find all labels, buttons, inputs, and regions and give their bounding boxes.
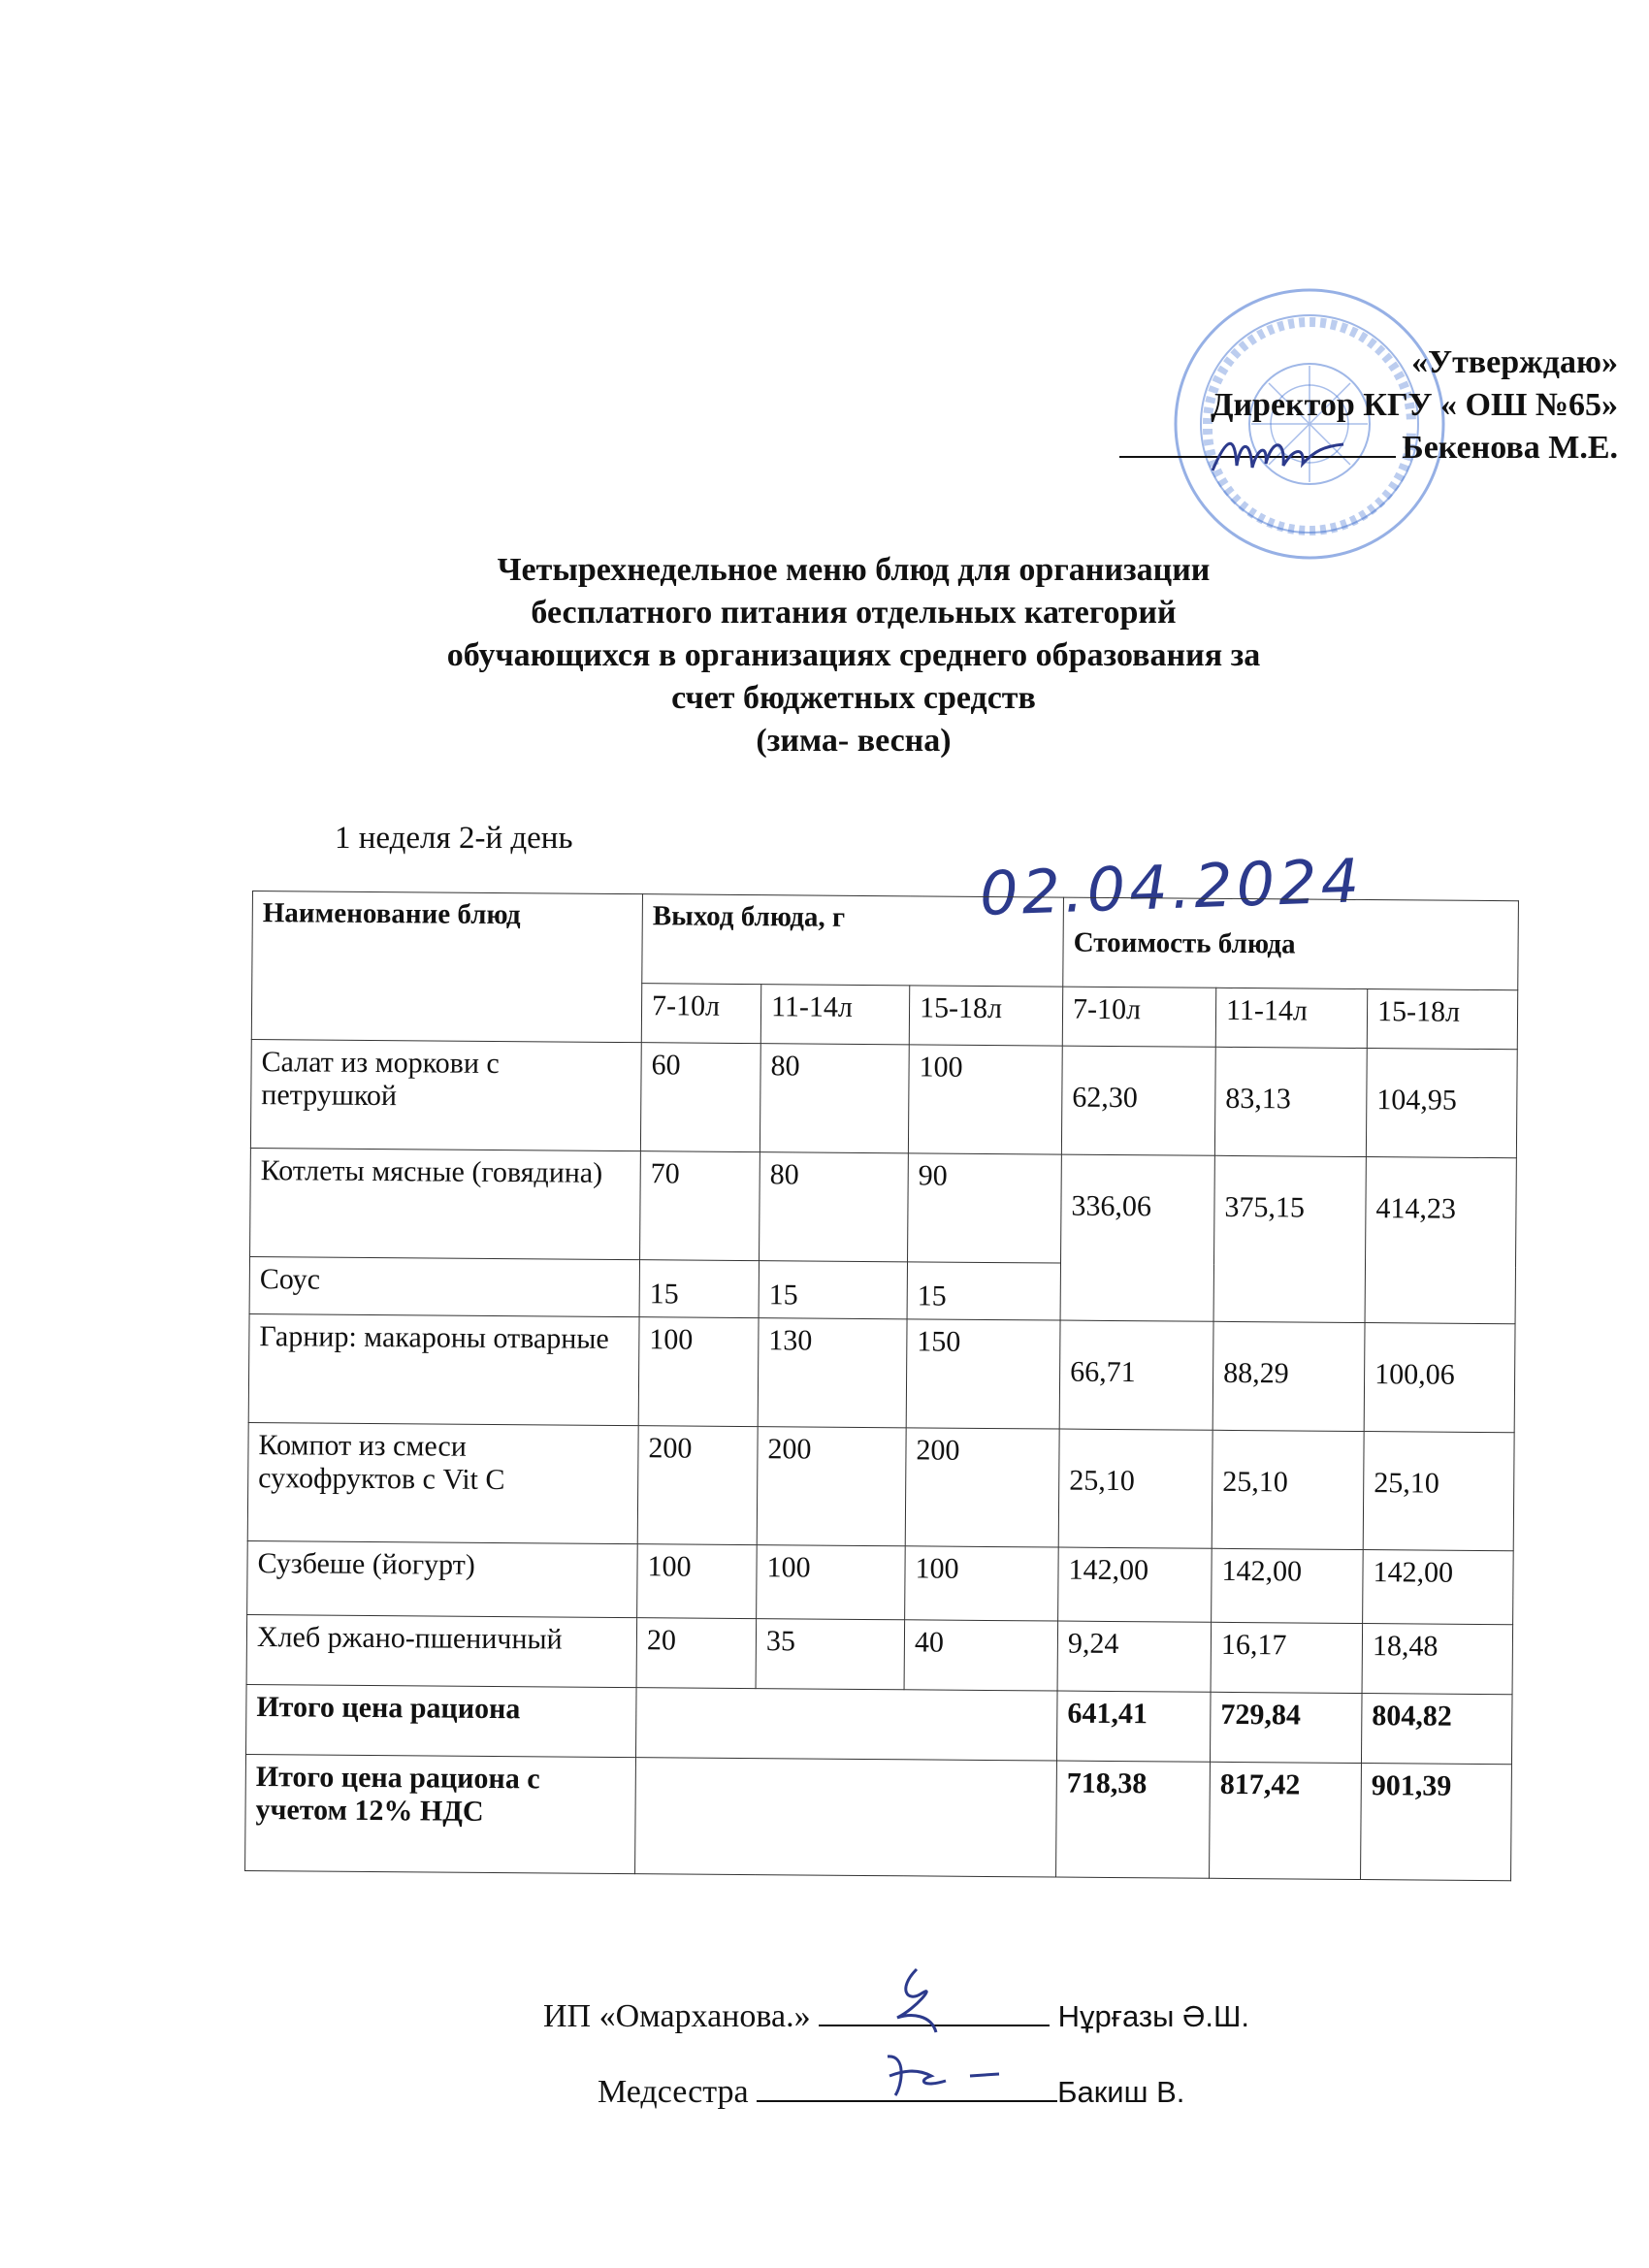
- cost-cell: 100,06: [1364, 1323, 1515, 1433]
- title-line: обучающихся в организациях среднего образования за: [446, 637, 1261, 673]
- cost-cell: 88,29: [1212, 1321, 1365, 1431]
- yield-cell: 150: [906, 1319, 1060, 1429]
- dish-name: Котлеты мясные (говядина): [250, 1148, 641, 1259]
- yield-cell: 200: [757, 1427, 906, 1546]
- yield-cell: 15: [759, 1261, 907, 1319]
- director-name: Бекенова М.Е.: [1402, 430, 1618, 466]
- document-title: [320, 549, 1387, 762]
- title-line: счет бюджетных средств: [671, 680, 1036, 716]
- total-empty-cell: [635, 1688, 1057, 1761]
- age-group: 7-10л: [641, 983, 760, 1043]
- cost-cell: 142,00: [1212, 1548, 1364, 1623]
- total-value: 729,84: [1211, 1692, 1363, 1763]
- supplier-label: ИП «Омарханова.»: [543, 1998, 811, 2034]
- cost-cell: 336,06: [1060, 1154, 1214, 1321]
- cost-cell: 104,95: [1366, 1049, 1517, 1158]
- nurse-label: Медсестра: [598, 2074, 749, 2110]
- age-group: 11-14л: [1215, 988, 1367, 1049]
- total-vat-value: 901,39: [1361, 1764, 1512, 1881]
- yield-cell: 100: [757, 1545, 906, 1620]
- dish-name: Сузбеше (йогурт): [247, 1540, 638, 1617]
- yield-cell: 100: [905, 1546, 1059, 1621]
- age-group: 15-18л: [1367, 988, 1517, 1050]
- cost-cell: 25,10: [1363, 1432, 1514, 1551]
- title-line: Четырехнедельное меню блюд для организации: [497, 552, 1211, 588]
- yield-cell: 90: [908, 1153, 1062, 1263]
- dish-name: Компот из смеси сухофруктов с Vit C: [247, 1422, 638, 1543]
- total-label: Итого цена рациона: [246, 1684, 637, 1757]
- yield-cell: 15: [907, 1262, 1060, 1320]
- age-group: 15-18л: [909, 985, 1063, 1046]
- table-row: [247, 1422, 1514, 1550]
- cost-cell: 9,24: [1057, 1621, 1212, 1692]
- total-vat-row: [245, 1754, 1512, 1880]
- yield-cell: 100: [638, 1317, 759, 1427]
- cost-cell: 142,00: [1058, 1547, 1212, 1622]
- week-day-label: 1 неделя 2-й день: [335, 821, 573, 856]
- cost-cell: 16,17: [1211, 1622, 1363, 1693]
- total-empty-cell: [635, 1758, 1057, 1877]
- yield-cell: 100: [908, 1045, 1062, 1154]
- cost-cell: 25,10: [1212, 1430, 1364, 1549]
- cost-cell: 25,10: [1058, 1429, 1212, 1548]
- table-row: [248, 1313, 1515, 1432]
- yield-cell: 35: [756, 1619, 905, 1690]
- yield-cell: 80: [760, 1044, 909, 1153]
- dish-name: Гарнир: макароны отварные: [248, 1313, 639, 1425]
- director-signature: [1208, 427, 1373, 485]
- total-vat-label: Итого цена рациона с учетом 12% НДС: [245, 1754, 636, 1873]
- age-group: 7-10л: [1062, 987, 1215, 1048]
- yield-cell: 100: [637, 1544, 758, 1619]
- dish-name: Хлеб ржано-пшеничный: [246, 1614, 637, 1687]
- cost-cell: 83,13: [1214, 1047, 1367, 1156]
- cost-cell: 375,15: [1213, 1155, 1366, 1322]
- menu-table: [244, 891, 1519, 1881]
- yield-cell: 60: [640, 1043, 760, 1152]
- total-value: 804,82: [1362, 1694, 1513, 1765]
- table-row: [250, 1039, 1517, 1157]
- header-dish-name: Наименование блюд: [251, 891, 642, 1043]
- nurse-signature: [878, 2047, 1023, 2105]
- cost-cell: 66,71: [1059, 1320, 1213, 1430]
- table-row: [250, 1148, 1517, 1266]
- dish-name: Соус: [249, 1256, 639, 1316]
- cost-cell: 18,48: [1362, 1624, 1513, 1695]
- cost-cell: 62,30: [1061, 1046, 1215, 1155]
- supplier-name: Нұрғазы Ә.Ш.: [1057, 1999, 1249, 2033]
- yield-cell: 200: [637, 1426, 758, 1545]
- total-vat-value: 817,42: [1210, 1762, 1362, 1879]
- age-group: 11-14л: [760, 984, 909, 1045]
- supplier-signature: [878, 1964, 955, 2037]
- approval-heading: «Утверждаю»: [1411, 344, 1618, 380]
- cost-cell: 142,00: [1363, 1550, 1514, 1625]
- table-header-row: [252, 891, 1519, 990]
- yield-cell: 40: [904, 1620, 1058, 1691]
- dish-name: Салат из моркови с петрушкой: [250, 1039, 641, 1150]
- yield-cell: 70: [640, 1151, 760, 1261]
- yield-cell: 80: [760, 1152, 909, 1262]
- yield-cell: 20: [636, 1618, 757, 1689]
- total-value: 641,41: [1057, 1691, 1212, 1762]
- yield-cell: 200: [905, 1428, 1059, 1547]
- cost-cell: 414,23: [1365, 1157, 1516, 1324]
- yield-cell: 130: [758, 1318, 907, 1428]
- total-vat-value: 718,38: [1056, 1761, 1211, 1878]
- total-row: [246, 1684, 1513, 1764]
- nurse-name: Бакиш В.: [1057, 2075, 1185, 2109]
- handwritten-date: 02.04.2024: [978, 845, 1365, 929]
- title-line: (зима- весна): [756, 723, 952, 759]
- table-row: [247, 1540, 1514, 1624]
- approval-position: Директор КГУ « ОШ №65»: [1211, 387, 1618, 423]
- header-yield: Выход блюда, г: [642, 894, 1064, 987]
- yield-cell: 15: [639, 1260, 759, 1318]
- header-cost: Стоимость блюда: [1063, 897, 1519, 989]
- title-line: бесплатного питания отдельных категорий: [531, 595, 1177, 631]
- table-row: [246, 1614, 1513, 1694]
